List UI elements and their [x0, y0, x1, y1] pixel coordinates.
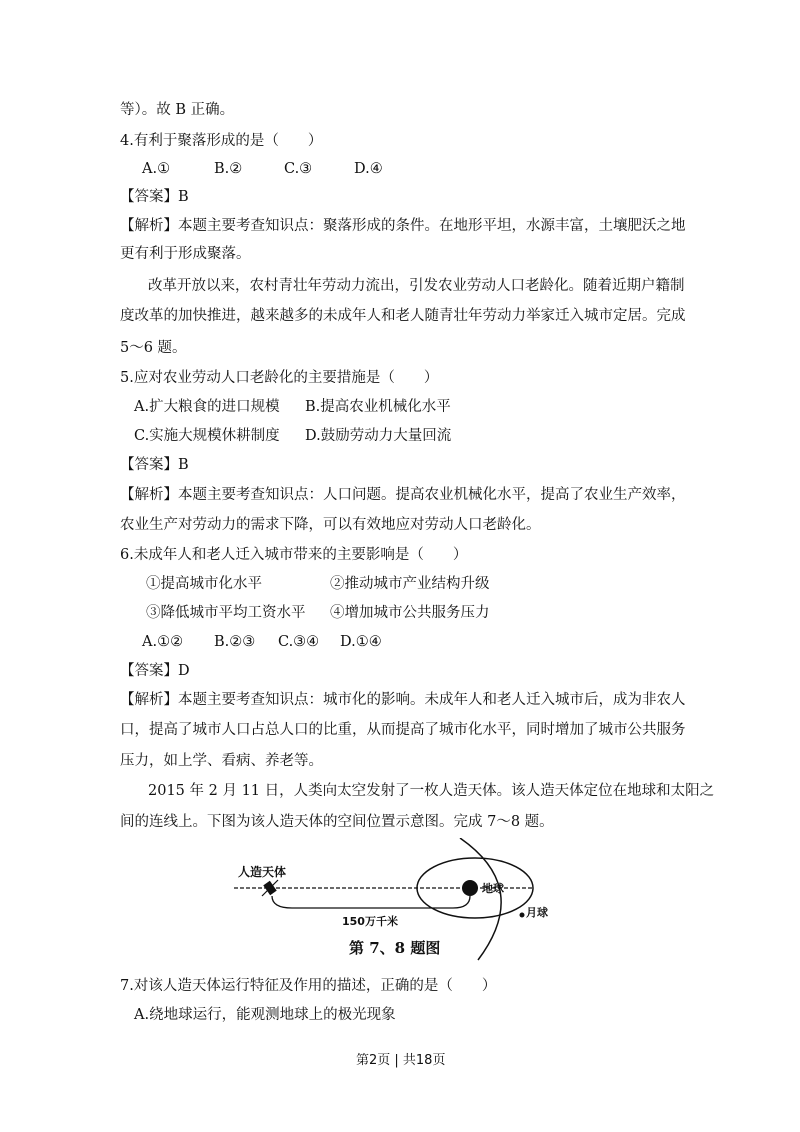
text-line: 口，提高了城市人口占总人口的比重，从而提高了城市化水平，同时增加了城市公共服务 — [120, 722, 686, 738]
page-footer: 第2页 | 共18页 — [356, 1053, 446, 1068]
moon-label: 月球 — [526, 906, 548, 919]
option-a: A.① — [142, 161, 171, 177]
analysis: 【解析】本题主要考查知识点：人口问题。提高农业机械化水平，提高了农业生产效率， — [120, 487, 686, 503]
question-4: 4.有利于聚落形成的是（ ） — [120, 133, 323, 149]
option-b: B.提高农业机械化水平 — [305, 399, 451, 415]
statement-3: ③降低城市平均工资水平 — [146, 605, 306, 621]
analysis: 【解析】本题主要考查知识点：城市化的影响。未成年人和老人迁入城市后，成为非农人 — [120, 692, 686, 708]
orbit-arc — [460, 838, 501, 960]
option-d: D.①④ — [340, 634, 382, 650]
answer: 【答案】B — [120, 189, 189, 205]
statement-4: ④增加城市公共服务压力 — [330, 605, 490, 621]
answer: 【答案】B — [120, 457, 189, 473]
question-7: 7.对该人造天体运行特征及作用的描述，正确的是（ ） — [120, 978, 497, 994]
earth-icon — [462, 880, 478, 896]
option-a: A.①② — [142, 634, 184, 650]
option-a: A.扩大粮食的进口规模 — [134, 399, 280, 415]
passage: 间的连线上。下图为该人造天体的空间位置示意图。完成 7～8 题。 — [120, 814, 554, 830]
answer: 【答案】D — [120, 663, 190, 679]
option-c: C.③④ — [278, 634, 320, 650]
text-line: 等）。故 B 正确。 — [120, 102, 235, 118]
text-line: 更有利于形成聚落。 — [120, 246, 251, 262]
earth-label: 地球 — [482, 882, 504, 895]
distance-bracket — [272, 896, 470, 908]
option-d: D.④ — [354, 161, 383, 177]
satellite-label: 人造天体 — [238, 865, 287, 879]
option-b: B.② — [214, 161, 243, 177]
statement-2: ②推动城市产业结构升级 — [330, 576, 490, 592]
moon-icon — [520, 913, 525, 918]
passage: 5～6 题。 — [120, 340, 187, 356]
analysis: 【解析】本题主要考查知识点：聚落形成的条件。在地形平坦，水源丰富，土壤肥沃之地 — [120, 218, 686, 234]
option-d: D.鼓励劳动力大量回流 — [305, 428, 452, 444]
option-c: C.③ — [284, 161, 313, 177]
option-c: C.实施大规模休耕制度 — [134, 428, 280, 444]
passage: 度改革的加快推进，越来越多的未成年人和老人随青壮年劳动力举家迁入城市定居。完成 — [120, 308, 686, 324]
text-line: 农业生产对劳动力的需求下降，可以有效地应对劳动人口老龄化。 — [120, 517, 541, 533]
passage: 改革开放以来，农村青壮年劳动力流出，引发农业劳动人口老龄化。随着近期户籍制 — [148, 278, 685, 294]
figure-caption: 第 7、8 题图 — [349, 939, 441, 957]
text-line: 压力，如上学、看病、养老等。 — [120, 753, 323, 769]
option-a: A.绕地球运行，能观测地球上的极光现象 — [134, 1007, 396, 1023]
question-6: 6.未成年人和老人迁入城市带来的主要影响是（ ） — [120, 547, 468, 563]
option-b: B.②③ — [214, 634, 256, 650]
statement-1: ①提高城市化水平 — [146, 576, 262, 592]
question-5: 5.应对农业劳动人口老龄化的主要措施是（ ） — [120, 370, 439, 386]
passage: 2015 年 2 月 11 日，人类向太空发射了一枚人造天体。该人造天体定位在地球和太阳之 — [148, 783, 715, 799]
distance-label: 150万千米 — [342, 915, 398, 928]
